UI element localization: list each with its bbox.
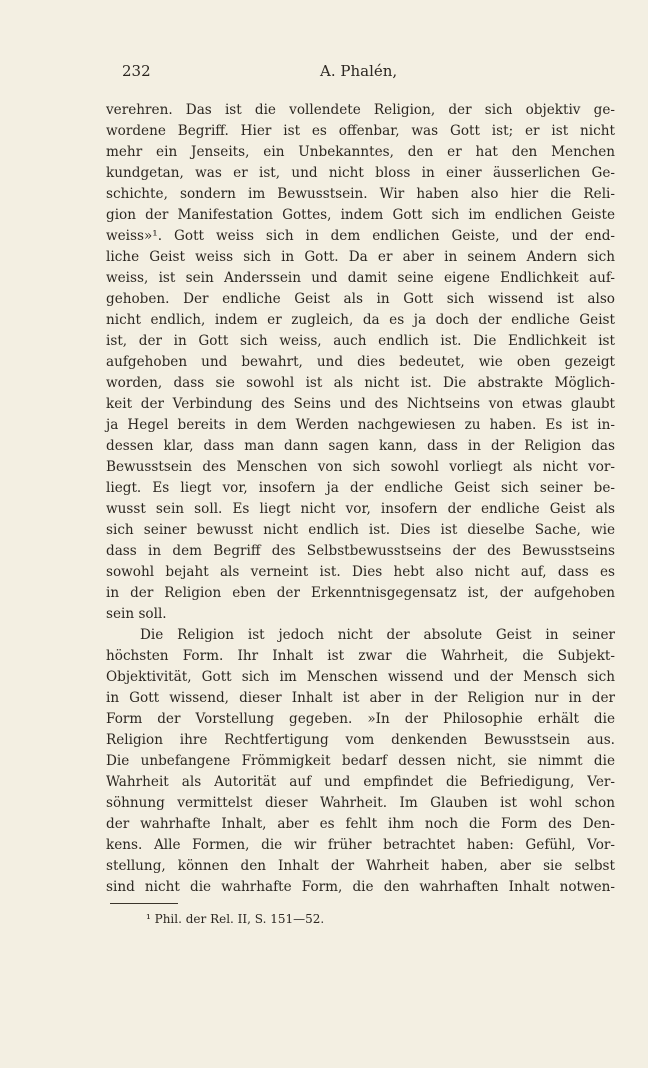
- text-line: kundgetan, was er ist, und nicht bloss in einer äusserlichen Ge-: [106, 165, 615, 181]
- text-line: ja Hegel bereits in dem Werden nachgewiesen zu haben. Es ist in-: [106, 417, 615, 433]
- text-line: mehr ein Jenseits, ein Unbekanntes, den er hat den Menchen: [106, 144, 615, 160]
- text-line: weiss»¹. Gott weiss sich in dem endlichen Geiste, und der end-: [106, 228, 615, 244]
- running-head: [122, 62, 570, 86]
- text-line: höchsten Form. Ihr Inhalt ist zwar die Wahrheit, die Subjekt-: [106, 648, 615, 664]
- text-line: sich seiner bewusst nicht endlich ist. Dies ist dieselbe Sache, wie: [106, 522, 615, 538]
- text-line: liegt. Es liegt vor, insofern ja der endliche Geist sich seiner be-: [106, 480, 615, 496]
- text-line: verehren. Das ist die vollendete Religion, der sich objektiv ge-: [106, 102, 615, 118]
- text-line: in der Religion eben der Erkenntnisgegensatz ist, der aufgehoben: [106, 585, 615, 601]
- text-line: Wahrheit als Autorität auf und empfindet die Befriedigung, Ver-: [106, 774, 615, 790]
- text-line: Objektivität, Gott sich im Menschen wissend und der Mensch sich: [106, 669, 615, 685]
- running-title: A. Phalén,: [320, 62, 398, 80]
- text-line: Bewusstsein des Menschen von sich sowohl vorliegt als nicht vor-: [106, 459, 615, 475]
- text-line: ist, der in Gott sich weiss, auch endlich ist. Die Endlichkeit ist: [106, 333, 615, 349]
- text-line: dessen klar, dass man dann sagen kann, dass in der Religion das: [106, 438, 615, 454]
- text-line: in Gott wissend, dieser Inhalt ist aber in der Religion nur in der: [106, 690, 615, 706]
- text-line: Religion ihre Rechtfertigung vom denkenden Bewusstsein aus.: [106, 732, 615, 748]
- footnote-rule: [110, 903, 178, 904]
- text-line: keit der Verbindung des Seins und des Nichtseins von etwas glaubt: [106, 396, 615, 412]
- text-line: aufgehoben und bewahrt, und dies bedeutet, wie oben gezeigt: [106, 354, 615, 370]
- text-line: Die Religion ist jedoch nicht der absolute Geist in seiner: [140, 627, 615, 643]
- text-line: sind nicht die wahrhafte Form, die den wahrhaften Inhalt notwen-: [106, 879, 615, 895]
- text-line: sein soll.: [106, 606, 167, 622]
- text-line: weiss, ist sein Anderssein und damit seine eigene Endlichkeit auf-: [106, 270, 615, 286]
- text-line: wordene Begriff. Hier ist es offenbar, was Gott ist; er ist nicht: [106, 123, 615, 139]
- text-line: schichte, sondern im Bewusstsein. Wir haben also hier die Reli-: [106, 186, 615, 202]
- text-line: Die unbefangene Frömmigkeit bedarf dessen nicht, sie nimmt die: [106, 753, 615, 769]
- text-line: Form der Vorstellung gegeben. »In der Philosophie erhält die: [106, 711, 615, 727]
- text-line: dass in dem Begriff des Selbstbewusstseins der des Bewusstseins: [106, 543, 615, 559]
- text-line: kens. Alle Formen, die wir früher betrachtet haben: Gefühl, Vor-: [106, 837, 615, 853]
- page-number: 232: [122, 62, 151, 80]
- text-line: gehoben. Der endliche Geist als in Gott sich wissend ist also: [106, 291, 615, 307]
- text-line: liche Geist weiss sich in Gott. Da er aber in seinem Andern sich: [106, 249, 615, 265]
- footnote: ¹ Phil. der Rel. II, S. 151—52.: [146, 912, 325, 926]
- text-line: worden, dass sie sowohl ist als nicht ist. Die abstrakte Möglich-: [106, 375, 615, 391]
- text-line: nicht endlich, indem er zugleich, da es ja doch der endliche Geist: [106, 312, 615, 328]
- text-line: gion der Manifestation Gottes, indem Gott sich im endlichen Geiste: [106, 207, 615, 223]
- text-line: sowohl bejaht als verneint ist. Dies hebt also nicht auf, dass es: [106, 564, 615, 580]
- text-line: wusst sein soll. Es liegt nicht vor, insofern der endliche Geist als: [106, 501, 615, 517]
- body-text: [106, 100, 615, 898]
- text-line: stellung, können den Inhalt der Wahrheit haben, aber sie selbst: [106, 858, 615, 874]
- text-line: söhnung vermittelst dieser Wahrheit. Im Glauben ist wohl schon: [106, 795, 615, 811]
- text-line: der wahrhafte Inhalt, aber es fehlt ihm noch die Form des Den-: [106, 816, 615, 832]
